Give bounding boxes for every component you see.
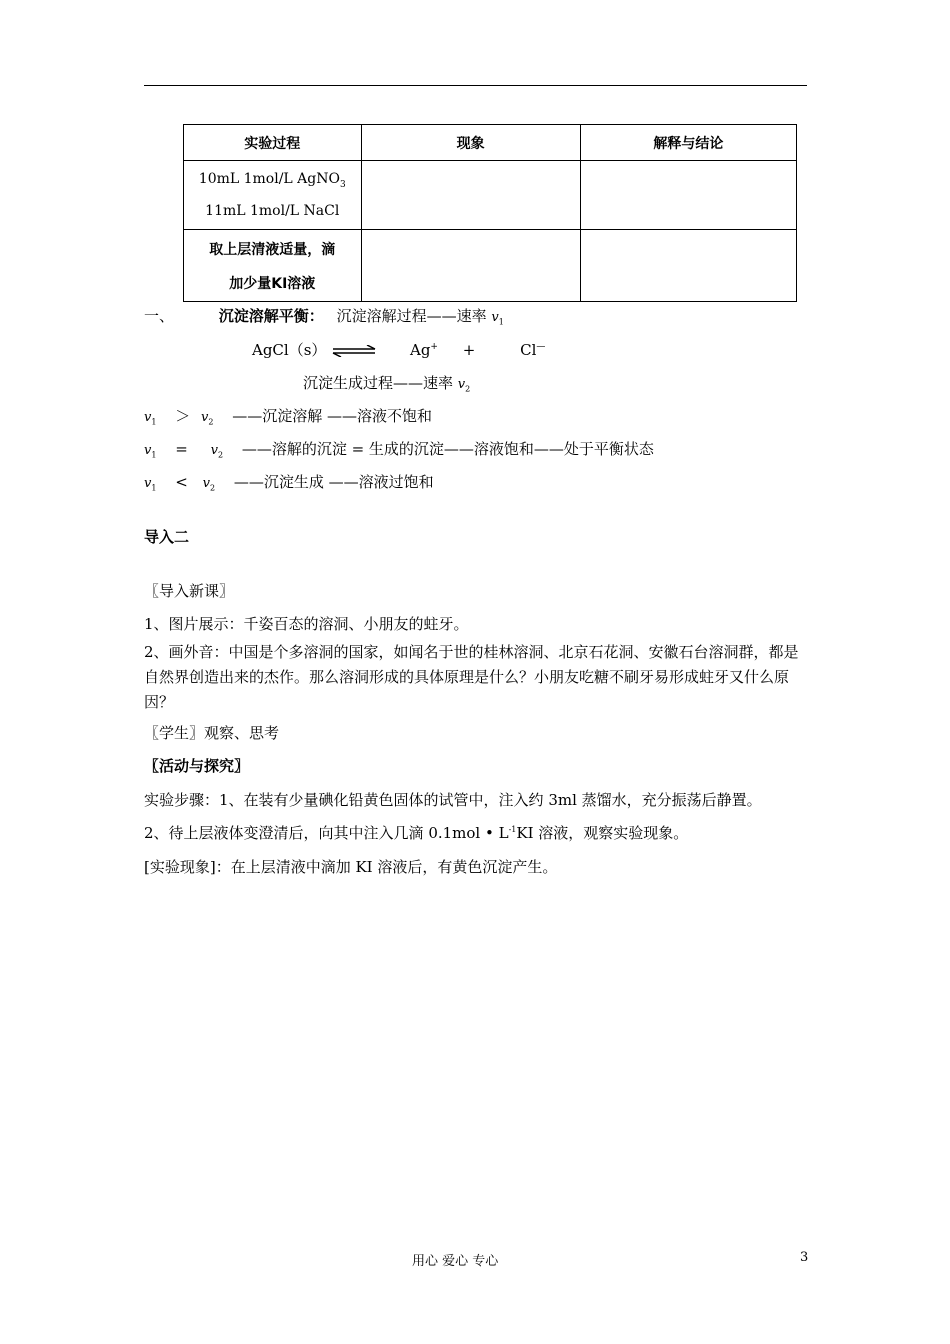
- header-process: 实验过程: [184, 125, 362, 161]
- cell-conclusion: [580, 230, 796, 302]
- formation-rate-text: 沉淀生成过程——速率: [303, 374, 458, 392]
- formula-agcl: AgCl（s）: [252, 341, 327, 359]
- v2-symbol: $v_2$: [210, 443, 224, 460]
- condition-line-2: [144, 438, 654, 460]
- step-2-text: 2、待上层液体变澄清后，向其中注入几滴 0.1mol • L: [144, 824, 509, 842]
- operator: ＞: [175, 407, 191, 425]
- experiment-table: [183, 124, 797, 302]
- table-row: [184, 161, 797, 230]
- item-1: 1、图片展示：千姿百态的溶洞、小朋友的蛀牙。: [144, 615, 469, 633]
- process-line: 取上层清液适量，滴: [209, 241, 336, 258]
- cell-process: [184, 230, 362, 302]
- step-2-text: KI 溶液，观察实验现象。: [516, 824, 689, 842]
- new-lesson-label: 〖导入新课〗: [144, 582, 235, 600]
- process-line: 11mL 1mol/L NaCl: [205, 203, 340, 220]
- v2-symbol: $v_2$: [201, 410, 214, 427]
- operator: <: [175, 473, 188, 491]
- formula-ag: Ag+: [409, 341, 438, 359]
- v2-symbol: $v_2$: [202, 476, 216, 493]
- table-row: [184, 230, 797, 302]
- equilibrium-heading-line: [144, 305, 504, 327]
- header-phenomenon: 现象: [361, 125, 580, 161]
- cell-process: [184, 161, 362, 230]
- header-rule: [144, 85, 807, 86]
- cell-conclusion: [580, 161, 796, 230]
- v2-symbol: $v_2$: [457, 377, 471, 394]
- page-number: 3: [800, 1250, 809, 1265]
- v1-symbol: $v_1$: [144, 443, 157, 460]
- condition-line-1: [144, 405, 432, 427]
- cell-phenomenon: [361, 230, 580, 302]
- header-conclusion: 解释与结论: [580, 125, 796, 161]
- item-2: 2、画外音：中国是个多溶洞的国家，如闻名于世的桂林溶洞、北京石花洞、安徽石台溶洞群，都是自然界创造出来的杰作。那么溶洞形成的具体原理是什么？小朋友吃糖不刷牙易形成蛀牙又什么原因？: [144, 643, 799, 711]
- process-line: [199, 171, 346, 190]
- table-header-row: [184, 125, 797, 161]
- section-heading-intro2: 导入二: [144, 528, 190, 546]
- v1-symbol: $v_1$: [144, 476, 157, 493]
- cell-phenomenon: [361, 161, 580, 230]
- equilibrium-arrows-icon: [331, 345, 377, 357]
- v1-symbol: $v_1$: [491, 310, 504, 327]
- footer-motto: 用心 爱心 专心: [412, 1254, 499, 1269]
- condition-text: ——沉淀溶解 ——溶液不饱和: [232, 407, 433, 425]
- step-2: [144, 822, 688, 843]
- formation-rate-line: [303, 372, 470, 394]
- condition-line-3: [144, 471, 434, 493]
- subscript: 3: [339, 179, 346, 190]
- dissolve-rate-text: 沉淀溶解过程——速率: [336, 307, 492, 325]
- agno3-text: 10mL 1mol/L AgNO: [198, 170, 340, 187]
- phenomenon-text: [实验现象]：在上层清液中滴加 KI 溶液后，有黄色沉淀产生。: [144, 858, 558, 876]
- student-label: 〖学生〗观察、思考: [144, 724, 280, 742]
- condition-text: ——溶解的沉淀 = 生成的沉淀——溶液饱和——处于平衡状态: [241, 440, 654, 458]
- activity-label: 〖活动与探究〗: [144, 757, 250, 775]
- section-number: 一、: [144, 307, 175, 325]
- step-1: 实验步骤：1、在装有少量碘化铅黄色固体的试管中，注入约 3ml 蒸馏水，充分振荡后静置。: [144, 791, 762, 809]
- superscript: -1: [508, 825, 517, 834]
- equilibrium-formula: [252, 339, 545, 360]
- v1-symbol: $v_1$: [144, 410, 157, 427]
- section-heading: 沉淀溶解平衡：: [218, 307, 324, 325]
- process-line: 加少量KI溶液: [229, 275, 316, 292]
- formula-plus: +: [462, 341, 476, 359]
- operator: =: [175, 440, 188, 458]
- formula-cl: Cl—: [520, 341, 546, 359]
- condition-text: ——沉淀生成 ——溶液过饱和: [233, 473, 434, 491]
